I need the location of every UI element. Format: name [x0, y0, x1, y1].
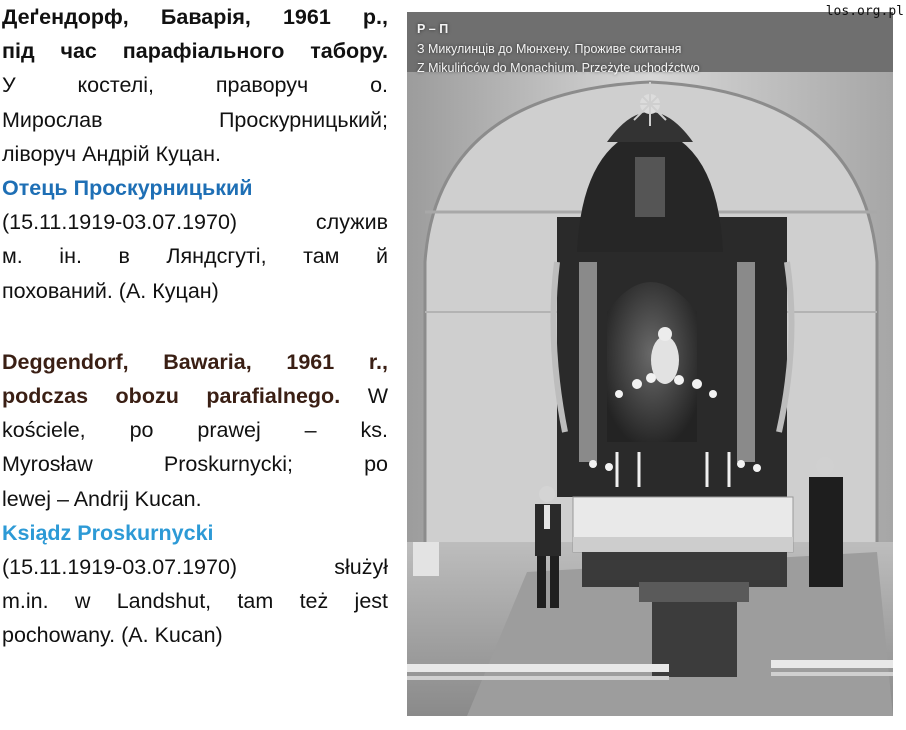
- ua-caption: [2, 0, 388, 171]
- pl-heading-line-2: [2, 379, 388, 413]
- pl-bio-line: m.in. w Landshut, tam też jest: [2, 589, 388, 614]
- ua-bio-line: (15.11.1919-03.07.1970) служив: [2, 210, 388, 235]
- caption-title: Р – П: [417, 22, 449, 36]
- pl-body-line: Myrosław Proskurnycki; po: [2, 452, 388, 477]
- pl-bio-line: (15.11.1919-03.07.1970) służył: [2, 555, 388, 580]
- pl-body-line: kościele, po prawej – ks.: [2, 418, 388, 443]
- caption-pl: Z Mikulińców do Monachium. Przeżyte uchodźctwo: [417, 61, 700, 75]
- ua-priest-name: Отець Проскурницький: [2, 176, 253, 201]
- ua-bio-line: м. ін. в Ляндсгуті, там й: [2, 244, 388, 269]
- caption-ua: З Микулинців до Мюнхену. Проживе скитання: [417, 41, 682, 56]
- pl-heading-line: Deggendorf, Bawaria, 1961 r.,: [2, 349, 388, 374]
- ua-body-line: Мирослав Проскурницький;: [2, 107, 388, 132]
- pl-bio-line: pochowany. (A. Kucan): [2, 623, 223, 648]
- pl-bio: [2, 550, 388, 653]
- ua-body-line: У костелі, праворуч о.: [2, 73, 388, 98]
- ua-heading-line: Деґендорф, Баварія, 1961 р.,: [2, 5, 388, 29]
- photo-caption: [417, 20, 700, 79]
- ua-bio: [2, 205, 388, 308]
- church-altar-photo: [407, 12, 893, 716]
- pl-body-line: lewej – Andrij Kucan.: [2, 486, 202, 511]
- ua-bio-line: похований. (А. Куцан): [2, 278, 219, 303]
- pl-heading-tail: W: [340, 384, 388, 409]
- site-watermark: los.org.pl: [825, 4, 904, 19]
- ua-body-line: ліворуч Андрій Куцан.: [2, 141, 221, 166]
- altar-photo-drawing: [407, 12, 893, 716]
- ua-heading-line: під час парафіального табору.: [2, 39, 388, 64]
- pl-heading-bold: podczas obozu parafialnego.: [2, 384, 341, 409]
- pl-caption: [2, 345, 388, 516]
- text-column: [2, 0, 388, 653]
- pl-priest-name: Ksiądz Proskurnycki: [2, 520, 214, 545]
